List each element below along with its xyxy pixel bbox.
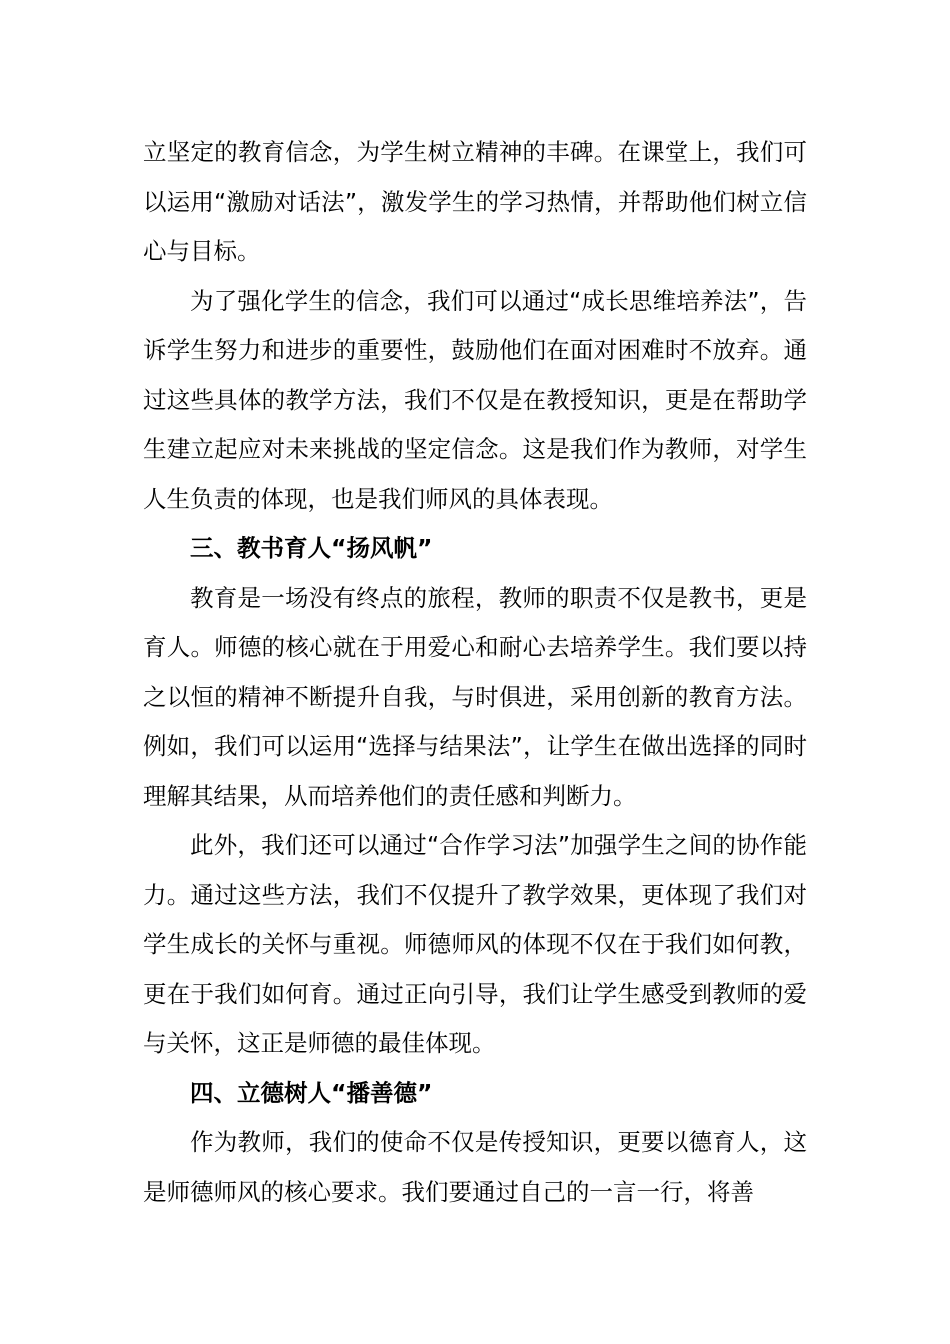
paragraph-teacher-mission: 作为教师，我们的使命不仅是传授知识，更要以德育人，这是师德师风的核心要求。我们要通过自己的一言一行，将善	[143, 1128, 807, 1206]
document-body	[143, 128, 807, 1217]
paragraph-cooperative-learning: 此外，我们还可以通过“合作学习法”加强学生之间的协作能力。通过这些方法，我们不仅提升了教学效果，更体现了我们对学生成长的关怀与重视。师德师风的体现不仅在于我们如何教，更在于我们如何育。通过正向引导，我们让学生感受到教师的爱与关怀，这正是师德的最佳体现。	[143, 831, 807, 1057]
paragraph-education-journey: 教育是一场没有终点的旅程，教师的职责不仅是教书，更是育人。师德的核心就在于用爱心和耐心去培养学生。我们要以持之以恒的精神不断提升自我，与时俱进，采用创新的教育方法。例如，我们可以运用“选择与结果法”，让学生在做出选择的同时理解其结果，从而培养他们的责任感和判断力。	[143, 583, 807, 810]
paragraph-growth-mindset: 为了强化学生的信念，我们可以通过“成长思维培养法”，告诉学生努力和进步的重要性，鼓励他们在面对困难时不放弃。通过这些具体的教学方法，我们不仅是在教授知识，更是在帮助学生建立起应对未来挑战的坚定信念。这是我们作为教师，对学生人生负责的体现，也是我们师风的具体表现。	[143, 286, 807, 513]
section-heading-4: 四、立德树人“播善德”	[190, 1078, 433, 1107]
section-heading-3: 三、教书育人“扬风帆”	[190, 534, 433, 562]
paragraph-continued: 立坚定的教育信念，为学生树立精神的丰碑。在课堂上，我们可以运用“激励对话法”，激发学生的学习热情，并帮助他们树立信心与目标。	[143, 138, 807, 265]
